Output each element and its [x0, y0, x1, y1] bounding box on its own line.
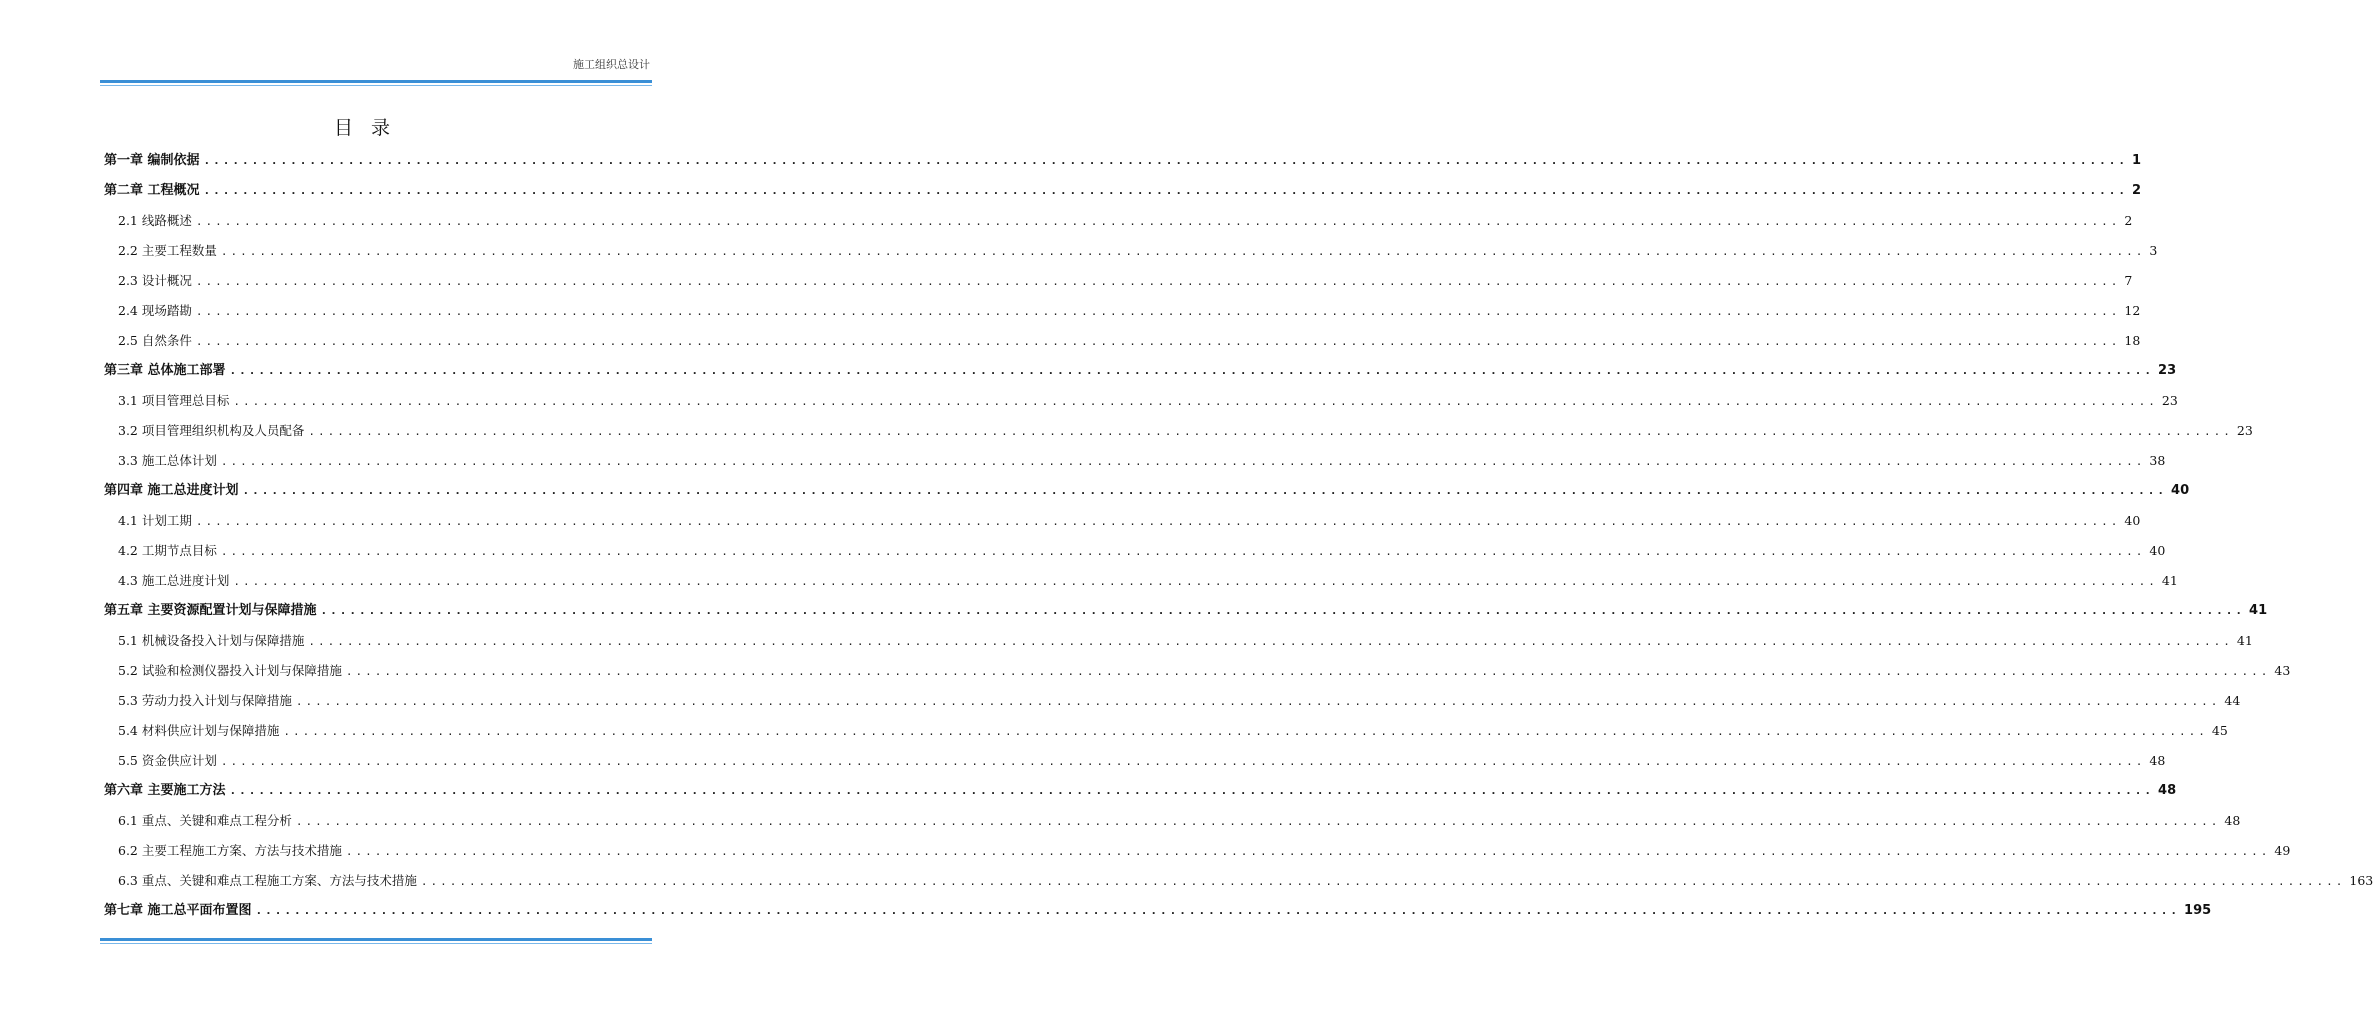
toc-chapter-entry[interactable]: [104, 356, 2177, 386]
toc-entry-label: 4.2 工期节点目标: [118, 543, 217, 558]
toc-chapter-entry[interactable]: [104, 146, 2142, 176]
toc-leader-dots: ........................................................................................................................................................................................................: [195, 215, 2121, 228]
footer-rule-thick: [100, 938, 652, 941]
toc-chapter-entry[interactable]: [104, 596, 2268, 626]
footer-rule: [100, 938, 652, 944]
toc-entry-label: 第七章 施工总平面布置图: [104, 903, 252, 918]
toc-leader-dots: ........................................................................................................................................................................................................: [345, 665, 2271, 678]
toc-section-entry[interactable]: [104, 446, 2166, 476]
toc-page-number: 44: [2224, 693, 2241, 708]
toc-section-entry[interactable]: [104, 326, 2141, 356]
toc-page-number: 48: [2149, 753, 2166, 768]
toc-leader-dots: ........................................................................................................................................................................................................: [229, 364, 2155, 377]
toc-page-number: 1: [2132, 153, 2142, 168]
running-header: 施工组织总设计: [573, 58, 650, 71]
toc-entry-label: 3.1 项目管理总目标: [118, 393, 230, 408]
toc-page-number: 48: [2158, 783, 2177, 798]
toc-page-number: 41: [2161, 573, 2178, 588]
toc-section-entry[interactable]: [104, 506, 2141, 536]
toc-section-entry[interactable]: [104, 386, 2178, 416]
header-rule-thick: [100, 80, 652, 83]
toc-page-number: 23: [2236, 423, 2253, 438]
toc-entry-label: 2.5 自然条件: [118, 333, 192, 348]
toc-leader-dots: ........................................................................................................................................................................................................: [195, 335, 2121, 348]
toc-leader-dots: ........................................................................................................................................................................................................: [320, 604, 2246, 617]
toc-leader-dots: ........................................................................................................................................................................................................: [220, 545, 2146, 558]
toc-entry-label: 第二章 工程概况: [104, 183, 200, 198]
toc-section-entry[interactable]: [104, 746, 2166, 776]
toc-leader-dots: ........................................................................................................................................................................................................: [220, 755, 2146, 768]
toc-section-entry[interactable]: [104, 656, 2291, 686]
toc-page-number: 7: [2124, 273, 2133, 288]
toc-leader-dots: ........................................................................................................................................................................................................: [233, 575, 2158, 588]
toc-section-entry[interactable]: [104, 236, 2158, 266]
toc-entry-label: 5.4 材料供应计划与保障措施: [118, 723, 280, 738]
toc-entry-label: 6.1 重点、关键和难点工程分析: [118, 813, 292, 828]
toc-section-entry[interactable]: [104, 836, 2291, 866]
toc-leader-dots: ........................................................................................................................................................................................................: [229, 784, 2155, 797]
toc-entry-label: 2.4 现场踏勘: [118, 303, 192, 318]
toc-section-entry[interactable]: [104, 716, 2228, 746]
toc-entry-label: 6.3 重点、关键和难点工程施工方案、方法与技术措施: [118, 873, 417, 888]
table-of-contents: [104, 146, 2373, 926]
toc-entry-label: 第六章 主要施工方法: [104, 783, 226, 798]
toc-leader-dots: ........................................................................................................................................................................................................: [283, 725, 2208, 738]
footer-rule-thin: [100, 943, 652, 944]
toc-entry-label: 第四章 施工总进度计划: [104, 483, 239, 498]
toc-leader-dots: ........................................................................................................................................................................................................: [195, 515, 2121, 528]
header-rule: [100, 80, 652, 86]
toc-section-entry[interactable]: [104, 296, 2141, 326]
toc-section-entry[interactable]: [104, 536, 2166, 566]
toc-entry-label: 2.1 线路概述: [118, 213, 192, 228]
toc-section-entry[interactable]: [104, 266, 2133, 296]
toc-page-number: 49: [2274, 843, 2291, 858]
toc-page-number: 40: [2171, 483, 2190, 498]
toc-page-number: 40: [2149, 543, 2166, 558]
toc-entry-label: 第一章 编制依据: [104, 153, 200, 168]
toc-page-number: 23: [2161, 393, 2178, 408]
toc-entry-label: 第三章 总体施工部署: [104, 363, 226, 378]
toc-chapter-entry[interactable]: [104, 896, 2212, 926]
toc-entry-label: 2.2 主要工程数量: [118, 243, 217, 258]
toc-leader-dots: ........................................................................................................................................................................................................: [295, 695, 2221, 708]
toc-section-entry[interactable]: [104, 206, 2133, 236]
toc-entry-label: 4.3 施工总进度计划: [118, 573, 230, 588]
toc-leader-dots: ........................................................................................................................................................................................................: [203, 184, 2129, 197]
toc-page-number: 48: [2224, 813, 2241, 828]
toc-leader-dots: ........................................................................................................................................................................................................: [420, 875, 2346, 888]
toc-entry-label: 5.1 机械设备投入计划与保障措施: [118, 633, 305, 648]
toc-chapter-entry[interactable]: [104, 476, 2190, 506]
toc-entry-label: 第五章 主要资源配置计划与保障措施: [104, 603, 317, 618]
toc-chapter-entry[interactable]: [104, 776, 2177, 806]
toc-page-number: 163: [2349, 873, 2373, 888]
toc-chapter-entry[interactable]: [104, 176, 2142, 206]
toc-entry-label: 3.3 施工总体计划: [118, 453, 217, 468]
toc-section-entry[interactable]: [104, 686, 2241, 716]
toc-section-entry[interactable]: [104, 566, 2178, 596]
toc-section-entry[interactable]: [104, 806, 2241, 836]
toc-entry-label: 5.2 试验和检测仪器投入计划与保障措施: [118, 663, 342, 678]
toc-leader-dots: ........................................................................................................................................................................................................: [308, 425, 2233, 438]
toc-section-entry[interactable]: [104, 416, 2253, 446]
toc-section-entry[interactable]: [104, 866, 2373, 896]
toc-page-number: 3: [2149, 243, 2158, 258]
toc-page-number: 2: [2132, 183, 2142, 198]
toc-entry-label: 5.3 劳动力投入计划与保障措施: [118, 693, 292, 708]
toc-leader-dots: ........................................................................................................................................................................................................: [233, 395, 2158, 408]
toc-page-number: 23: [2158, 363, 2177, 378]
header-rule-thin: [100, 85, 652, 86]
toc-entry-label: 3.2 项目管理组织机构及人员配备: [118, 423, 305, 438]
toc-page-number: 43: [2274, 663, 2291, 678]
toc-leader-dots: ........................................................................................................................................................................................................: [203, 154, 2129, 167]
toc-page-number: 18: [2124, 333, 2141, 348]
toc-leader-dots: ........................................................................................................................................................................................................: [255, 904, 2181, 917]
toc-entry-label: 4.1 计划工期: [118, 513, 192, 528]
toc-leader-dots: ........................................................................................................................................................................................................: [220, 455, 2146, 468]
toc-page-number: 41: [2236, 633, 2253, 648]
toc-title: 目录: [333, 117, 408, 139]
toc-page-number: 38: [2149, 453, 2166, 468]
toc-leader-dots: ........................................................................................................................................................................................................: [195, 305, 2121, 318]
toc-entry-label: 5.5 资金供应计划: [118, 753, 217, 768]
toc-leader-dots: ........................................................................................................................................................................................................: [220, 245, 2146, 258]
toc-page-number: 2: [2124, 213, 2133, 228]
toc-page-number: 195: [2184, 903, 2212, 918]
toc-page-number: 40: [2124, 513, 2141, 528]
toc-page-number: 41: [2249, 603, 2268, 618]
toc-entry-label: 2.3 设计概况: [118, 273, 192, 288]
toc-leader-dots: ........................................................................................................................................................................................................: [195, 275, 2121, 288]
toc-entry-label: 6.2 主要工程施工方案、方法与技术措施: [118, 843, 342, 858]
toc-page-number: 12: [2124, 303, 2141, 318]
toc-page-number: 45: [2211, 723, 2228, 738]
toc-leader-dots: ........................................................................................................................................................................................................: [242, 484, 2168, 497]
toc-leader-dots: ........................................................................................................................................................................................................: [345, 845, 2271, 858]
toc-section-entry[interactable]: [104, 626, 2253, 656]
toc-leader-dots: ........................................................................................................................................................................................................: [295, 815, 2221, 828]
toc-leader-dots: ........................................................................................................................................................................................................: [308, 635, 2233, 648]
